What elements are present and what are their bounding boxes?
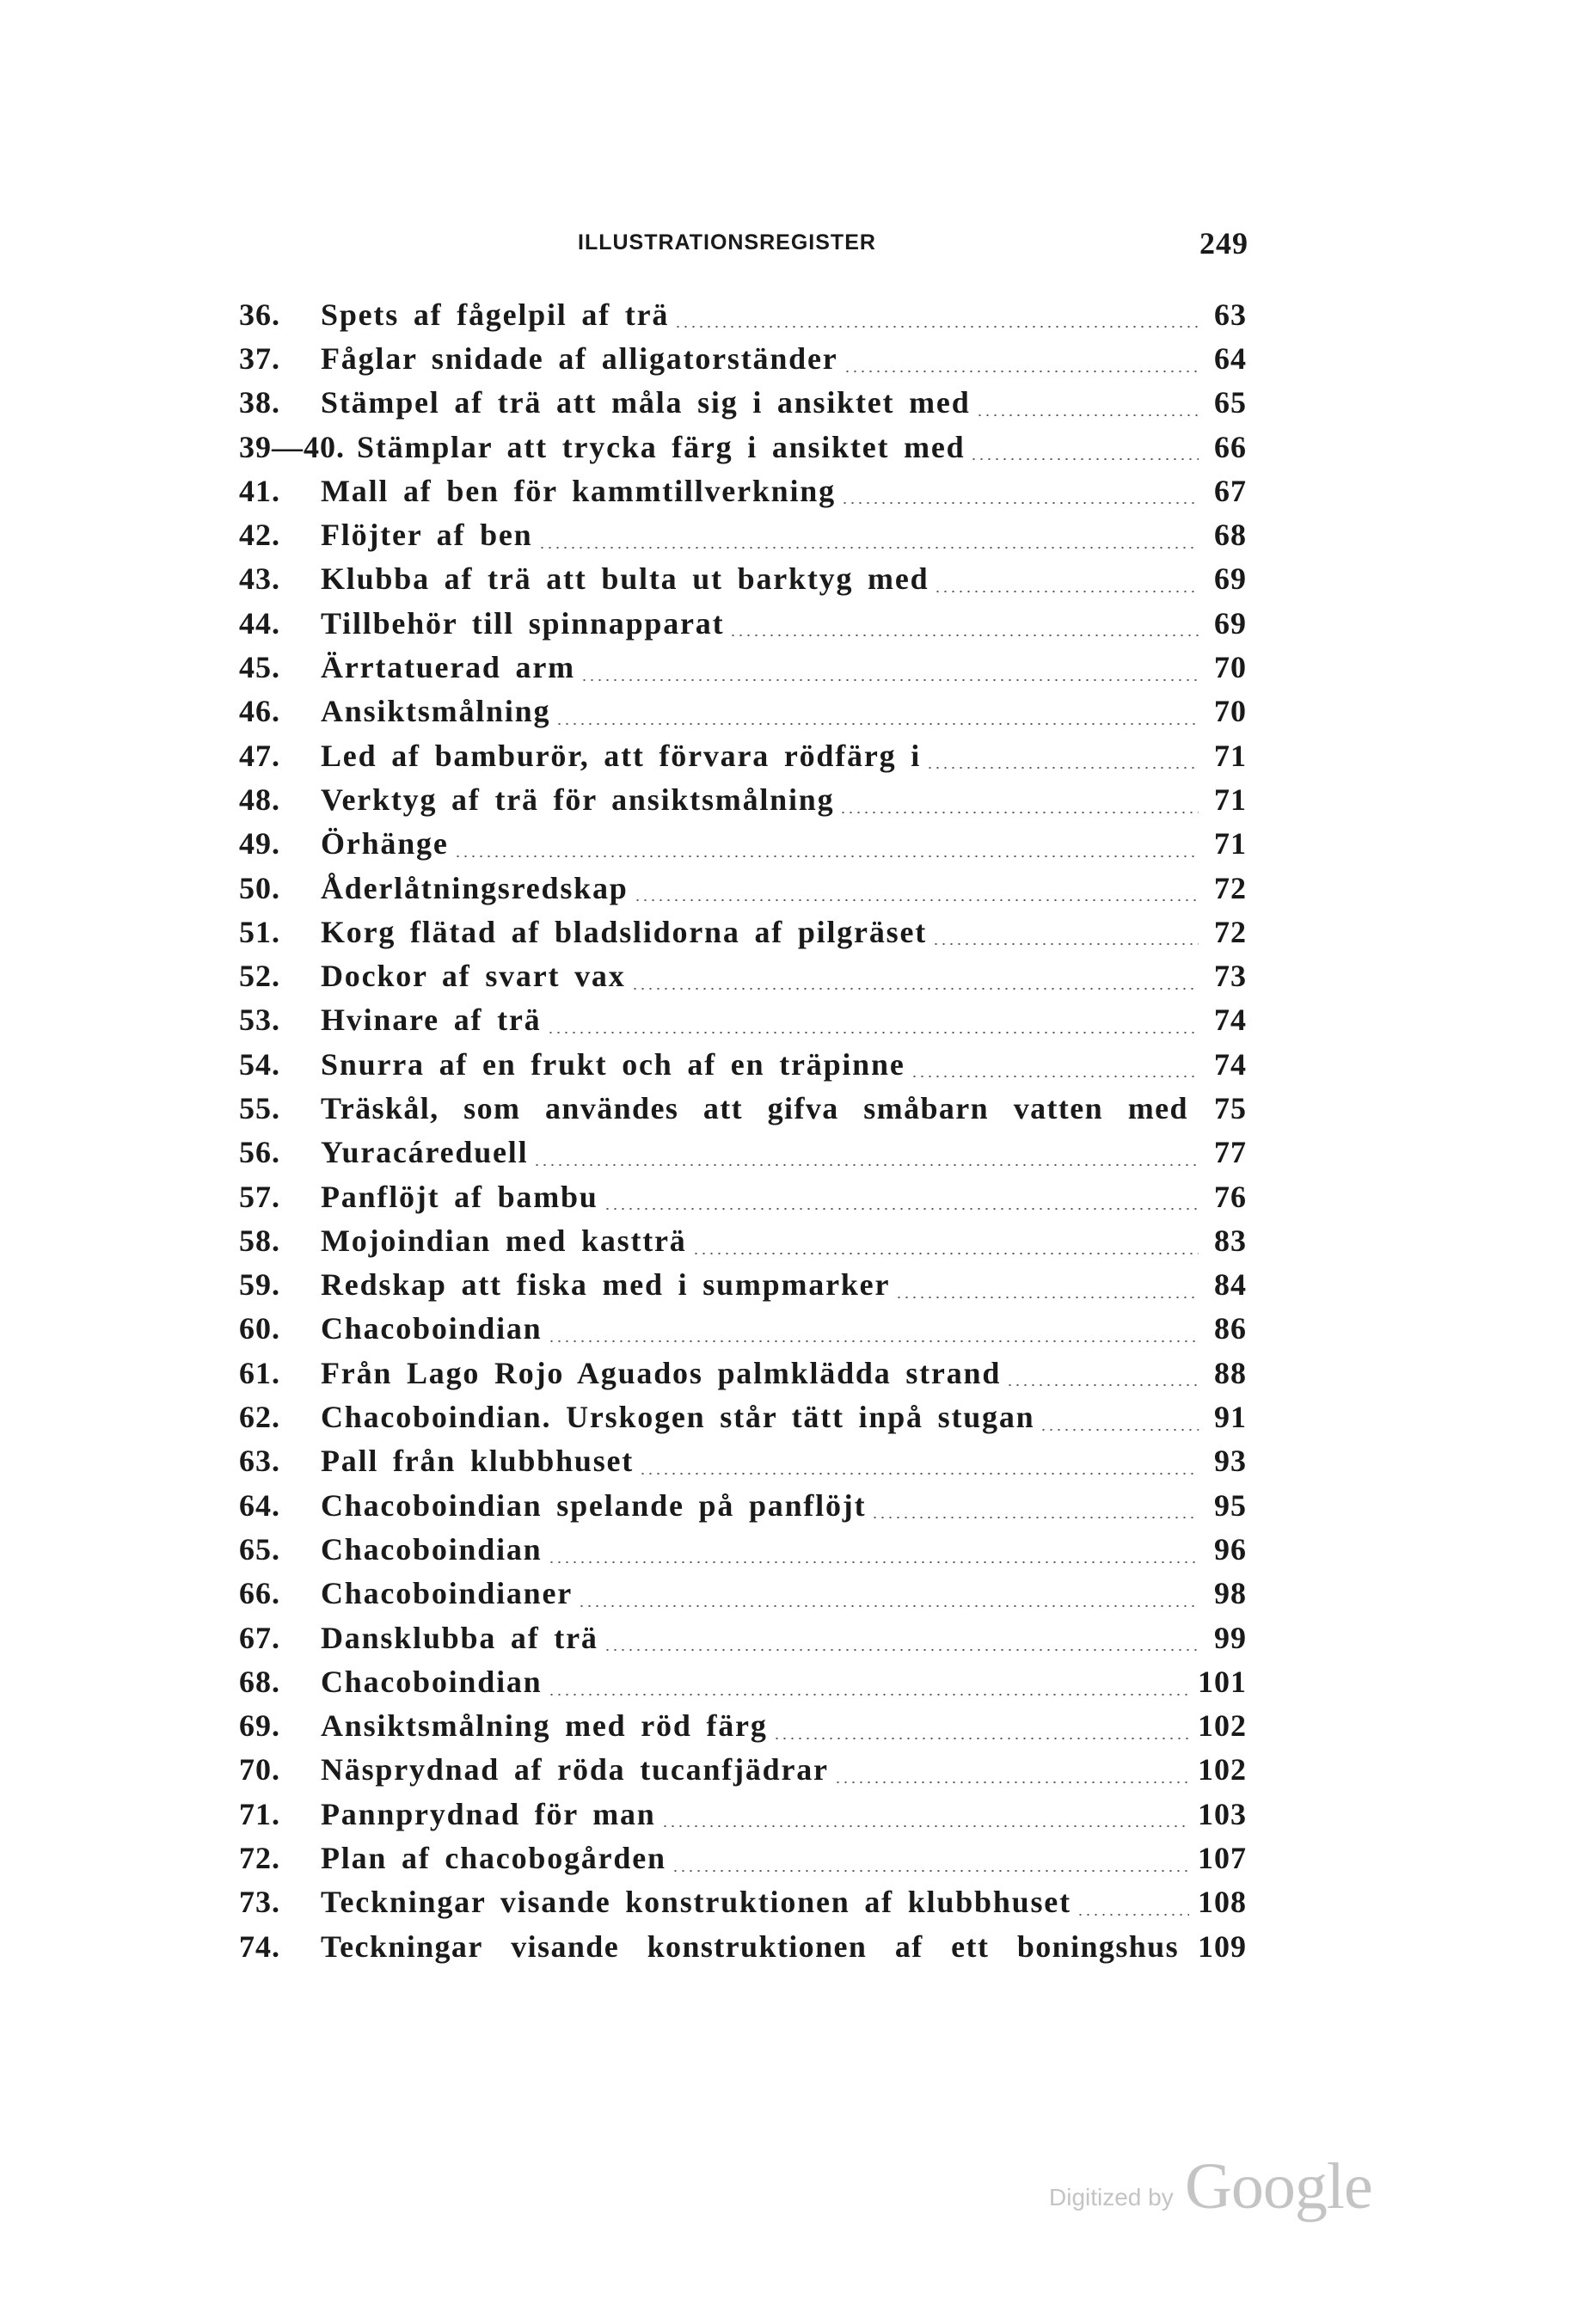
entry-page-number: 67 xyxy=(1214,473,1247,508)
list-entry xyxy=(239,1218,1247,1262)
entry-page-number: 102 xyxy=(1198,1708,1247,1744)
list-entry xyxy=(239,1307,1247,1351)
dot-leader xyxy=(895,1297,1199,1298)
entry-number: 68. xyxy=(239,1664,280,1699)
entry-title: Klubba af trä att bulta ut barktyg med xyxy=(321,561,929,597)
dot-leader xyxy=(538,547,1199,549)
entry-number: 60. xyxy=(239,1311,280,1346)
list-entry xyxy=(239,1792,1247,1836)
entry-title xyxy=(321,1928,1179,1964)
entry-page-number: 83 xyxy=(1214,1223,1247,1258)
list-entry xyxy=(239,1704,1247,1748)
list-entry xyxy=(239,998,1247,1042)
entry-title: Chacoboindian xyxy=(321,1311,543,1346)
list-entry xyxy=(239,512,1247,556)
entry-number: 62. xyxy=(239,1400,280,1435)
entry-title: Från Lago Rojo Aguados palmklädda strand xyxy=(321,1355,1002,1390)
entry-title: Plan af chacobogården xyxy=(321,1841,666,1876)
entry-page-number: 95 xyxy=(1214,1487,1247,1523)
list-entry xyxy=(239,910,1247,954)
dot-leader xyxy=(454,855,1199,857)
entry-page-number: 88 xyxy=(1214,1355,1247,1390)
entry-number: 52. xyxy=(239,959,280,994)
entry-page-number: 103 xyxy=(1198,1796,1247,1831)
entry-title-word: ett xyxy=(951,1928,990,1964)
list-entry xyxy=(239,954,1247,997)
watermark-brand-logo: Google xyxy=(1185,2150,1372,2223)
dot-leader xyxy=(555,723,1199,725)
dot-leader xyxy=(631,988,1199,990)
list-entry xyxy=(239,1086,1247,1130)
entry-number: 36. xyxy=(239,297,280,332)
entry-number: 70. xyxy=(239,1752,280,1787)
dot-leader xyxy=(932,943,1199,945)
list-entry xyxy=(239,1659,1247,1703)
entry-title: Näsprydnad af röda tucanfjädrar xyxy=(321,1752,829,1787)
entry-number: 42. xyxy=(239,518,280,553)
entry-number: 55. xyxy=(239,1090,280,1125)
entry-title: Chacoboindian xyxy=(321,1664,543,1699)
entry-title: Mojoindian med kastträ xyxy=(321,1223,687,1258)
illustration-list xyxy=(239,292,1247,1968)
dot-leader xyxy=(692,1253,1199,1254)
entry-number: 49. xyxy=(239,826,280,862)
entry-number: 66. xyxy=(239,1576,280,1611)
entry-page-number: 72 xyxy=(1214,870,1247,905)
entry-title: Ansiktsmålning med röd färg xyxy=(321,1708,768,1744)
entry-number: 73. xyxy=(239,1885,280,1920)
dot-leader xyxy=(674,326,1199,328)
entry-page-number: 65 xyxy=(1214,385,1247,420)
entry-page-number: 101 xyxy=(1198,1664,1247,1699)
list-entry xyxy=(239,1748,1247,1792)
entry-page-number: 63 xyxy=(1214,297,1247,332)
entry-title-word: att xyxy=(702,1090,744,1125)
entry-title-word: Teckningar xyxy=(321,1928,483,1964)
entry-page-number: 70 xyxy=(1214,650,1247,685)
list-entry xyxy=(239,1263,1247,1307)
entry-page-number: 74 xyxy=(1214,1003,1247,1038)
dot-leader xyxy=(911,1076,1199,1077)
entry-number: 37. xyxy=(239,340,280,376)
dot-leader xyxy=(926,767,1199,769)
entry-title: Led af bamburör, att förvara rödfärg i xyxy=(321,738,921,773)
list-entry xyxy=(239,1351,1247,1395)
entry-number: 54. xyxy=(239,1046,280,1082)
dot-leader xyxy=(834,1781,1189,1783)
entry-number: 38. xyxy=(239,385,280,420)
entry-title: Ansiktsmålning xyxy=(321,694,551,729)
entry-number: 51. xyxy=(239,914,280,949)
entry-page-number: 108 xyxy=(1198,1885,1247,1920)
entry-page-number: 96 xyxy=(1214,1531,1247,1567)
list-entry xyxy=(239,1572,1247,1616)
entry-title: Dockor af svart vax xyxy=(321,959,626,994)
entry-page-number: 74 xyxy=(1214,1046,1247,1082)
entry-page-number: 84 xyxy=(1214,1267,1247,1303)
entry-title: Hvinare af trä xyxy=(321,1003,542,1038)
digitized-watermark xyxy=(1049,2149,1376,2227)
dot-leader xyxy=(729,635,1199,636)
entry-page-number: 109 xyxy=(1198,1928,1247,1964)
dot-leader xyxy=(844,371,1199,372)
entry-number: 44. xyxy=(239,605,280,641)
list-entry xyxy=(239,1836,1247,1879)
entry-title: Chacoboindianer xyxy=(321,1576,574,1611)
entry-title: Åderlåtningsredskap xyxy=(321,870,629,905)
entry-number: 59. xyxy=(239,1267,280,1303)
entry-title-word: boningshus xyxy=(1016,1928,1179,1964)
entry-page-number: 76 xyxy=(1214,1179,1247,1214)
entry-title: Teckningar visande konstruktionen af klubbhuset xyxy=(321,1885,1071,1920)
entry-title: Stämplar att trycka färg i ansiktet med xyxy=(357,429,966,464)
dot-leader xyxy=(841,502,1199,504)
entry-title: Dansklubba af trä xyxy=(321,1620,598,1655)
dot-leader xyxy=(934,591,1199,592)
dot-leader xyxy=(634,899,1199,901)
dot-leader xyxy=(839,812,1199,813)
entry-page-number: 86 xyxy=(1214,1311,1247,1346)
list-entry xyxy=(239,1880,1247,1924)
entry-number: 65. xyxy=(239,1531,280,1567)
entry-number: 53. xyxy=(239,1003,280,1038)
entry-title: Snurra af en frukt och af en träpinne xyxy=(321,1046,905,1082)
entry-page-number: 77 xyxy=(1214,1135,1247,1170)
entry-number: 41. xyxy=(239,473,280,508)
entry-number: 57. xyxy=(239,1179,280,1214)
entry-number: 56. xyxy=(239,1135,280,1170)
entry-number: 47. xyxy=(239,738,280,773)
entry-title: Pannprydnad för man xyxy=(321,1796,656,1831)
list-entry xyxy=(239,469,1247,512)
dot-leader xyxy=(1006,1384,1199,1386)
entry-title-word: som xyxy=(463,1090,521,1125)
dot-leader xyxy=(970,458,1199,460)
list-entry xyxy=(239,557,1247,601)
list-entry xyxy=(239,1395,1247,1438)
list-entry xyxy=(239,733,1247,777)
entry-title: Chacoboindian xyxy=(321,1531,543,1567)
entry-page-number: 107 xyxy=(1198,1841,1247,1876)
entry-title: Pall från klubbhuset xyxy=(321,1444,635,1479)
dot-leader xyxy=(547,1032,1199,1033)
entry-page-number: 71 xyxy=(1214,738,1247,773)
list-entry xyxy=(239,1439,1247,1483)
entry-title: Korg flätad af bladslidorna af pilgräset xyxy=(321,914,928,949)
entry-page-number: 70 xyxy=(1214,694,1247,729)
list-entry xyxy=(239,645,1247,689)
entry-title: Tillbehör till spinnapparat xyxy=(321,605,725,641)
dot-leader xyxy=(1040,1429,1199,1431)
entry-title: Chacoboindian spelande på panflöjt xyxy=(321,1487,867,1523)
entry-number: 50. xyxy=(239,870,280,905)
entry-number: 43. xyxy=(239,561,280,597)
watermark-prefix: Digitized by xyxy=(1049,2184,1174,2211)
entry-page-number: 98 xyxy=(1214,1576,1247,1611)
entry-title: Spets af fågelpil af trä xyxy=(321,297,670,332)
entry-title: Yuracáreduell xyxy=(321,1135,529,1170)
entry-number: 39—40. xyxy=(239,429,345,464)
list-entry xyxy=(239,1042,1247,1086)
list-entry xyxy=(239,1131,1247,1174)
entry-title: Verktyg af trä för ansiktsmålning xyxy=(321,782,835,817)
entry-number: 58. xyxy=(239,1223,280,1258)
entry-title: Fåglar snidade af alligatorständer xyxy=(321,340,838,376)
entry-number: 67. xyxy=(239,1620,280,1655)
dot-leader xyxy=(661,1825,1189,1827)
dot-leader xyxy=(604,1649,1199,1651)
dot-leader xyxy=(580,679,1199,681)
entry-page-number: 102 xyxy=(1198,1752,1247,1787)
entry-title-word: Träskål, xyxy=(321,1090,439,1125)
entry-page-number: 72 xyxy=(1214,914,1247,949)
page-number: 249 xyxy=(1199,226,1248,261)
entry-title-word: vatten xyxy=(1013,1090,1104,1125)
dot-leader xyxy=(548,1694,1190,1695)
running-header xyxy=(578,226,1248,265)
list-entry xyxy=(239,1924,1247,1968)
entry-number: 72. xyxy=(239,1841,280,1876)
list-entry xyxy=(239,1616,1247,1659)
list-entry xyxy=(239,822,1247,866)
entry-title-word: gifva xyxy=(767,1090,839,1125)
entry-title: Mall af ben för kammtillverkning xyxy=(321,473,836,508)
dot-leader xyxy=(1077,1914,1189,1916)
entry-number: 71. xyxy=(239,1796,280,1831)
entry-title: Stämpel af trä att måla sig i ansiktet med xyxy=(321,385,971,420)
entry-title: Flöjter af ben xyxy=(321,518,533,553)
list-entry xyxy=(239,425,1247,469)
entry-page-number: 93 xyxy=(1214,1444,1247,1479)
list-entry xyxy=(239,601,1247,645)
list-entry xyxy=(239,336,1247,380)
entry-title-word: småbarn xyxy=(863,1090,990,1125)
entry-page-number: 64 xyxy=(1214,340,1247,376)
entry-title: Ärrtatuerad arm xyxy=(321,650,575,685)
entry-number: 48. xyxy=(239,782,280,817)
entry-page-number: 71 xyxy=(1214,782,1247,817)
entry-number: 63. xyxy=(239,1444,280,1479)
list-entry xyxy=(239,1527,1247,1571)
entry-number: 64. xyxy=(239,1487,280,1523)
list-entry xyxy=(239,866,1247,910)
dot-leader xyxy=(672,1870,1189,1872)
entry-page-number: 73 xyxy=(1214,959,1247,994)
entry-number: 45. xyxy=(239,650,280,685)
list-entry xyxy=(239,292,1247,336)
entry-page-number: 66 xyxy=(1214,429,1247,464)
entry-title-word: med xyxy=(1127,1090,1188,1125)
entry-title: Chacoboindian. Urskogen står tätt inpå stugan xyxy=(321,1400,1035,1435)
entry-number: 74. xyxy=(239,1928,280,1964)
dot-leader xyxy=(639,1473,1199,1475)
entry-page-number: 75 xyxy=(1214,1090,1247,1125)
entry-title: Örhänge xyxy=(321,826,449,862)
entry-page-number: 91 xyxy=(1214,1400,1247,1435)
dot-leader xyxy=(548,1340,1199,1342)
list-entry xyxy=(239,690,1247,733)
dot-leader xyxy=(871,1517,1199,1518)
entry-page-number: 69 xyxy=(1214,561,1247,597)
dot-leader xyxy=(548,1561,1199,1563)
entry-title-word: konstruktionen xyxy=(647,1928,868,1964)
list-entry xyxy=(239,1483,1247,1527)
entry-number: 46. xyxy=(239,694,280,729)
dot-leader xyxy=(976,414,1199,416)
dot-leader xyxy=(604,1208,1199,1210)
entry-title-word: visande xyxy=(511,1928,620,1964)
dot-leader xyxy=(773,1738,1189,1739)
entry-title: Redskap att fiska med i sumpmarker xyxy=(321,1267,891,1303)
entry-title: Panflöjt af bambu xyxy=(321,1179,598,1214)
dot-leader xyxy=(533,1164,1199,1166)
entry-title xyxy=(321,1090,1188,1125)
entry-title-word: af xyxy=(894,1928,923,1964)
entry-page-number: 68 xyxy=(1214,518,1247,553)
list-entry xyxy=(239,1174,1247,1218)
entry-page-number: 71 xyxy=(1214,826,1247,862)
entry-number: 69. xyxy=(239,1708,280,1744)
entry-page-number: 99 xyxy=(1214,1620,1247,1655)
entry-title-word: användes xyxy=(544,1090,679,1125)
entry-number: 61. xyxy=(239,1355,280,1390)
list-entry xyxy=(239,777,1247,821)
list-entry xyxy=(239,381,1247,425)
running-header-title: ILLUSTRATIONSREGISTER xyxy=(578,230,876,254)
entry-page-number: 69 xyxy=(1214,605,1247,641)
dot-leader xyxy=(578,1605,1199,1607)
